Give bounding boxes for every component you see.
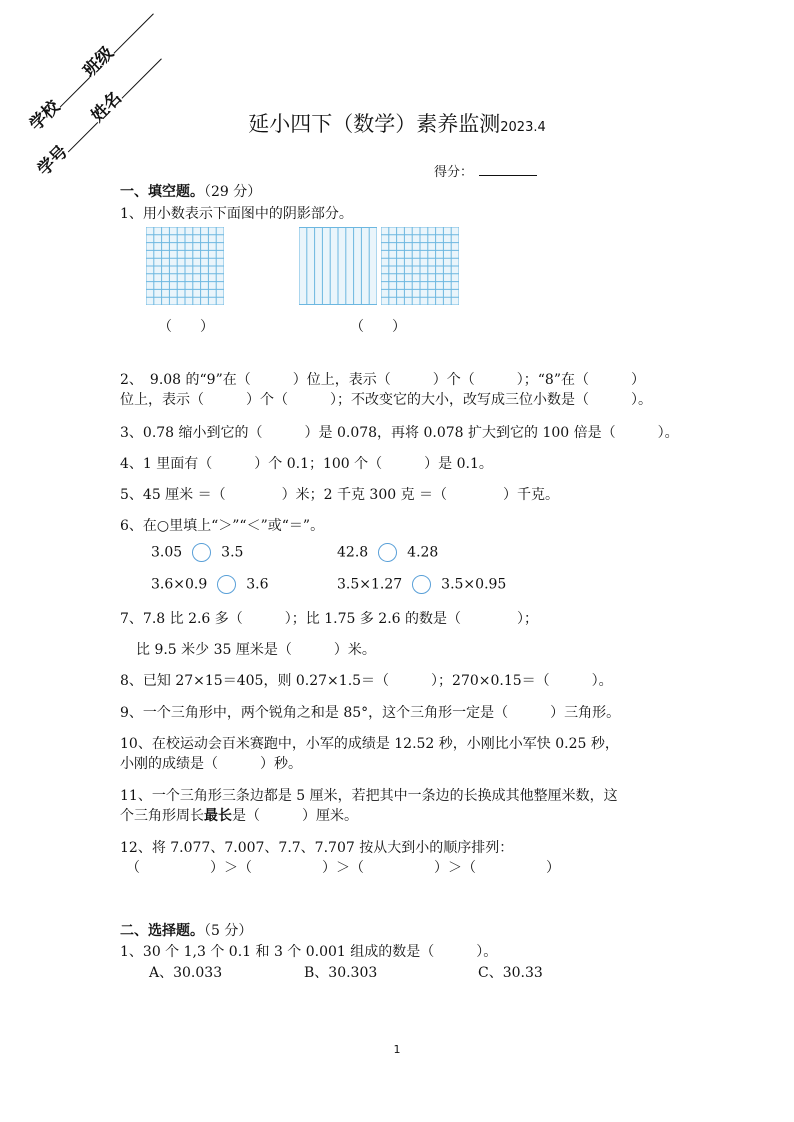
compare-item-2: 42.8 4.28: [337, 544, 439, 561]
student-id-label: 学号: [33, 141, 73, 180]
score-blank[interactable]: [479, 175, 537, 176]
grid-right-tenths: [299, 227, 377, 305]
question-11-line1: 11、一个三角形三条边都是 5 厘米，若把其中一条边的长换成其他整厘米数，这: [120, 788, 618, 804]
question-7-line1: 7、7.8 比 2.6 多（ ）；比 1.75 多 2.6 的数是（ ）；: [120, 611, 539, 627]
question-5: 5、45 厘米 ＝（ ）米；2 千克 300 克 ＝（ ）千克。: [120, 487, 560, 503]
question-3: 3、0.78 缩小到它的（ ）是 0.078，再将 0.078 扩大到它的 100 倍是（ ）。: [120, 425, 679, 441]
question-11-line2: 个三角形周长最长是（ ）厘米。: [120, 808, 358, 824]
compare-item-1: 3.05 3.5: [151, 544, 244, 561]
compare-item-3: 3.6×0.9 3.6: [151, 576, 269, 593]
name-blank: [122, 58, 162, 98]
compare-circle[interactable]: [192, 543, 211, 562]
title-year: 2023.4: [500, 120, 546, 135]
question-9: 9、一个三角形中，两个锐角之和是 85°，这个三角形一定是（ ）三角形。: [120, 705, 621, 721]
grid-left-hundred: [146, 227, 224, 305]
question-6: 6、在○里填上“＞”“＜”或“＝”。: [120, 518, 325, 534]
question-2-line2: 位上，表示（ ）个（ ）；不改变它的大小，改写成三位小数是（ ）。: [120, 392, 652, 408]
choice-option-c[interactable]: C、30.33: [478, 965, 543, 981]
score-label: 得分：: [434, 165, 474, 180]
class-label: 班级: [79, 43, 118, 82]
q1-answer-blank-left[interactable]: （ ）: [158, 319, 214, 335]
choice-question-1: 1、30 个 1,3 个 0.1 和 3 个 0.001 组成的数是（ ）。: [120, 944, 498, 960]
emphasis-longest: 最长: [204, 808, 232, 824]
page-number: 1: [393, 1043, 401, 1056]
compare-circle[interactable]: [217, 575, 236, 594]
question-12-line2: （ ）＞（ ）＞（ ）＞（ ）: [126, 860, 560, 876]
compare-circle[interactable]: [378, 543, 397, 562]
choice-option-a[interactable]: A、30.033: [149, 965, 223, 981]
question-12-line1: 12、将 7.077、7.007、7.7、7.707 按从大到小的顺序排列：: [120, 840, 514, 856]
question-2-line1: 2、 9.08 的“9”在（ ）位上，表示（ ）个（ ）；“8”在（ ）: [120, 372, 645, 388]
question-4: 4、1 里面有（ ）个 0.1；100 个（ ）是 0.1。: [120, 456, 493, 472]
question-1: 1、用小数表示下面图中的阴影部分。: [120, 206, 353, 222]
section1-heading: 一、填空题。（29 分）: [120, 184, 262, 200]
choice-option-b[interactable]: B、30.303: [304, 965, 378, 981]
question-8: 8、已知 27×15＝405，则 0.27×1.5＝（ ）；270×0.15＝（ ）。: [120, 673, 613, 689]
question-10-line2: 小刚的成绩是（ ）秒。: [120, 756, 302, 772]
compare-item-4: 3.5×1.27 3.5×0.95: [337, 576, 507, 593]
school-blank: [60, 77, 90, 107]
score-field: [434, 161, 537, 180]
grid-right-hundred: [381, 227, 459, 305]
section2-heading: 二、选择题。（5 分）: [120, 923, 253, 939]
page-title: 延小四下（数学）素养监测2023.4: [248, 112, 546, 136]
q1-answer-blank-right[interactable]: （ ）: [350, 319, 406, 335]
name-label: 姓名: [87, 88, 126, 127]
school-label: 学校: [25, 96, 65, 135]
question-7-line2: 比 9.5 米少 35 厘米是（ ）米。: [136, 642, 376, 658]
question-10-line1: 10、在校运动会百米赛跑中，小军的成绩是 12.52 秒，小刚比小军快 0.25 秒，: [120, 736, 619, 752]
compare-circle[interactable]: [412, 575, 431, 594]
